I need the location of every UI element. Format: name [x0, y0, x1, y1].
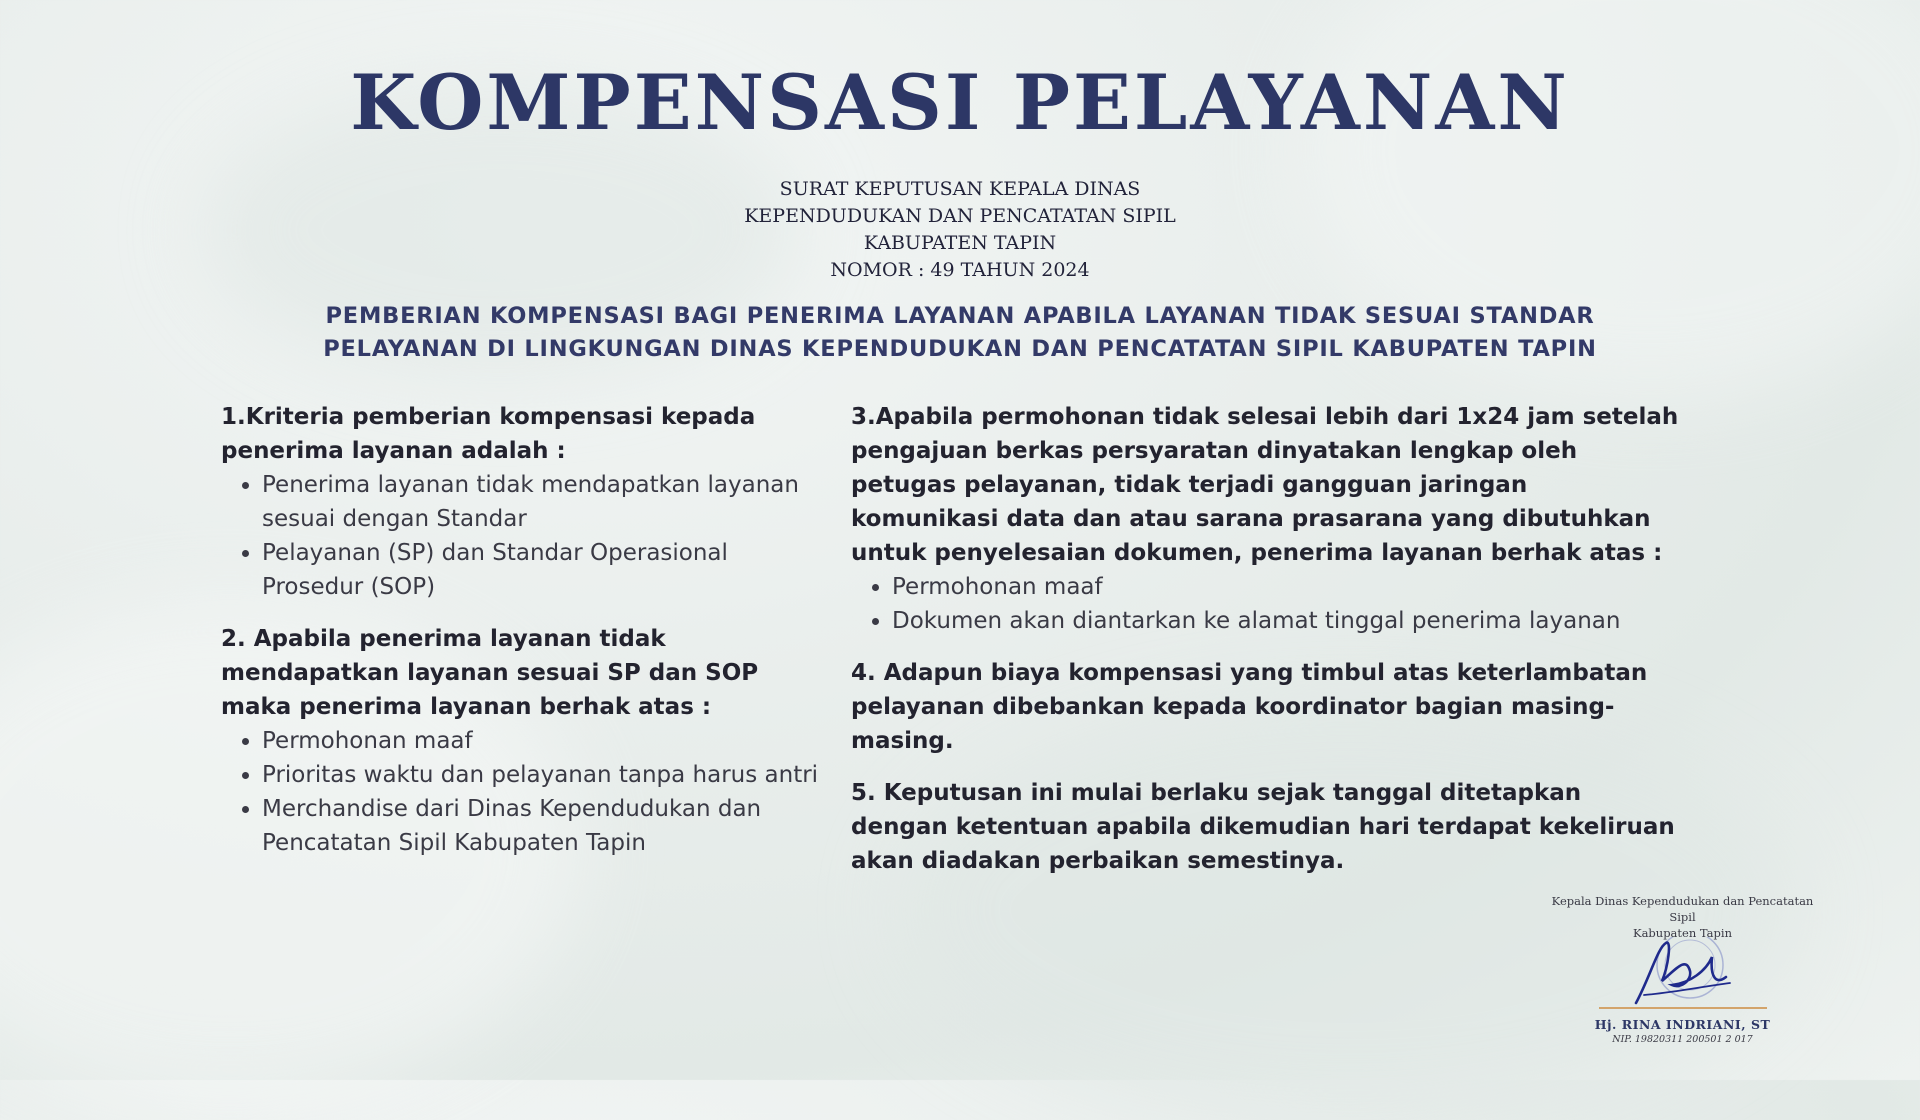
list-item: • Prioritas waktu dan pelayanan tanpa harus antri: [262, 758, 821, 792]
right-column: [851, 400, 1681, 896]
subtitle: [0, 300, 1920, 366]
list-item: • Dokumen akan diantarkan ke alamat tinggal penerima layanan: [892, 604, 1681, 638]
list-item: • Permohonan maaf: [892, 570, 1681, 604]
signature-stamp: [1540, 937, 1825, 1007]
subtitle-line: PELAYANAN DI LINGKUNGAN DINAS KEPENDUDUKAN DAN PENCATATAN SIPIL KABUPATEN TAPIN: [323, 336, 1597, 362]
list-item: • Permohonan maaf: [262, 724, 821, 758]
section-3: [851, 400, 1681, 638]
decree-number: NOMOR : 49 TAHUN 2024: [830, 259, 1090, 281]
list-item: • Penerima layanan tidak mendapatkan layanan sesuai dengan Standar: [262, 468, 821, 536]
signature-stamp-icon: [1540, 937, 1825, 1007]
signature-block: [1540, 893, 1825, 1045]
section-1-heading: 1.Kriteria pemberian kompensasi kepada penerima layanan adalah :: [221, 404, 756, 464]
section-5-heading: 5. Keputusan ini mulai berlaku sejak tanggal ditetapkan dengan ketentuan apabila dikemudian hari terdapat kekeliruan akan diadakan perbaikan semestinya.: [851, 780, 1675, 874]
signature-line: [1599, 1007, 1767, 1009]
section-3-list: [851, 570, 1681, 638]
subtitle-line: PEMBERIAN KOMPENSASI BAGI PENERIMA LAYANAN APABILA LAYANAN TIDAK SESUAI STANDAR: [325, 303, 1595, 329]
decree-line: SURAT KEPUTUSAN KEPALA DINAS: [779, 178, 1141, 200]
section-2-list: [221, 724, 821, 860]
section-5: [851, 776, 1681, 878]
section-2-heading: 2. Apabila penerima layanan tidak mendapatkan layanan sesuai SP dan SOP maka penerima layanan berhak atas :: [221, 626, 759, 720]
signatory-position: Kepala Dinas Kependudukan dan Pencatatan Sipil: [1551, 894, 1814, 924]
decree-line: KEPENDUDUKAN DAN PENCATATAN SIPIL: [744, 205, 1176, 227]
signatory-name: Hj. RINA INDRIANI, ST: [1594, 1017, 1771, 1032]
left-column: [221, 400, 821, 878]
section-2: [221, 622, 821, 860]
signatory-region: Kabupaten Tapin: [1632, 926, 1732, 940]
section-1: [221, 400, 821, 604]
signatory-nip: NIP. 19820311 200501 2 017: [1612, 1034, 1753, 1045]
list-item: • Merchandise dari Dinas Kependudukan dan Pencatatan Sipil Kabupaten Tapin: [262, 792, 821, 860]
section-4: [851, 656, 1681, 758]
decree-line: KABUPATEN TAPIN: [863, 232, 1057, 254]
decree-header: [0, 176, 1920, 284]
list-item: • Pelayanan (SP) dan Standar Operasional Prosedur (SOP): [262, 536, 821, 604]
section-3-heading: 3.Apabila permohonan tidak selesai lebih dari 1x24 jam setelah pengajuan berkas persyaratan dinyatakan lengkap oleh petugas pelayanan, tidak terjadi gangguan jaringan komunikasi data dan atau sarana prasarana yang dibutuhkan untuk penyelesaian dokumen, penerima layanan berhak atas :: [851, 404, 1679, 566]
page-title: KOMPENSASI PELAYANAN: [350, 58, 1570, 147]
section-4-heading: 4. Adapun biaya kompensasi yang timbul atas keterlambatan pelayanan dibebankan kepada koordinator bagian masing-masing.: [851, 660, 1648, 754]
section-1-list: [221, 468, 821, 604]
